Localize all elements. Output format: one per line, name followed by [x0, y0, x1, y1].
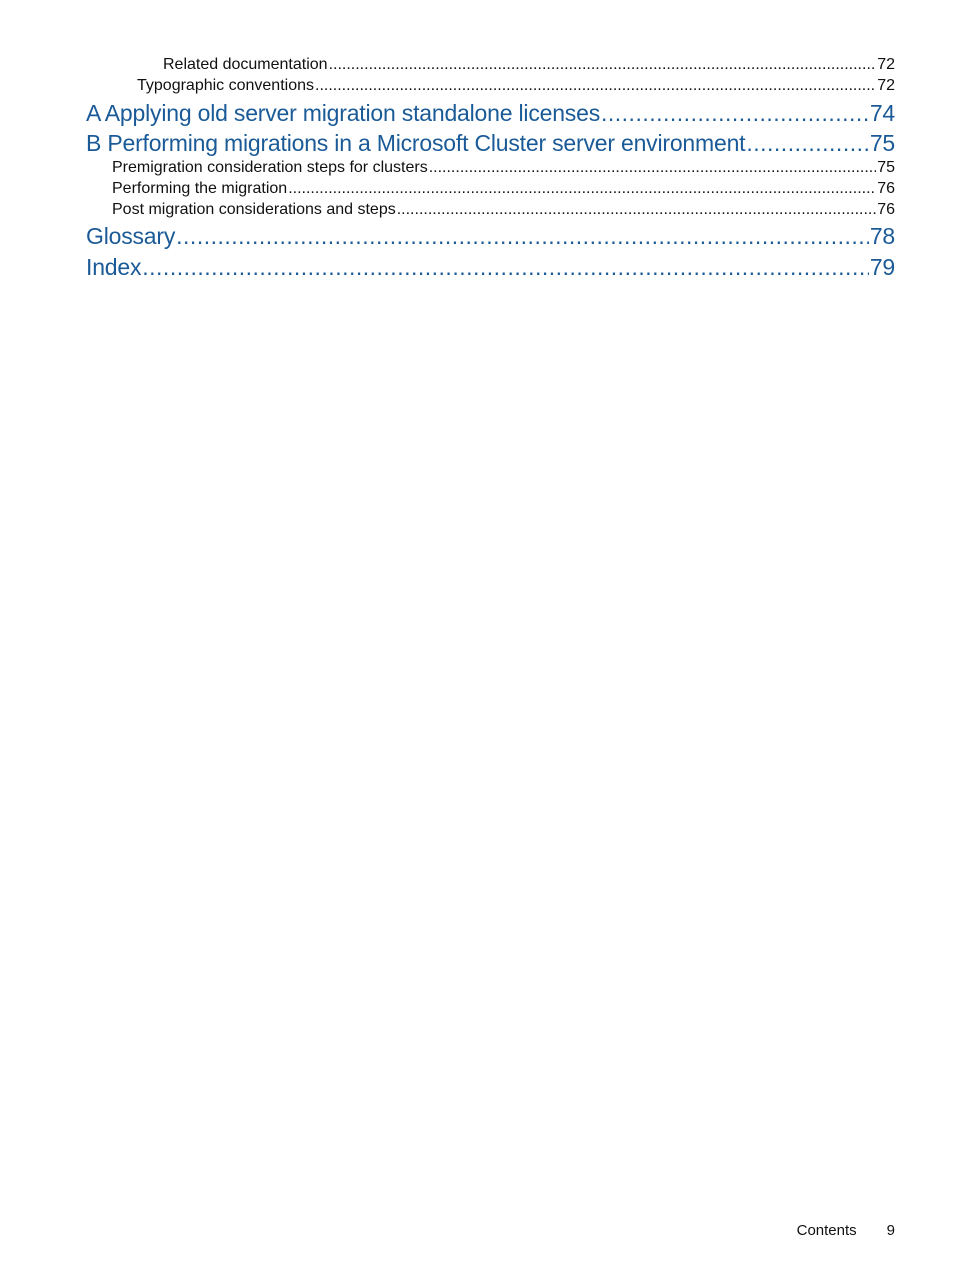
toc-entry-page: 75 — [877, 159, 895, 176]
toc-entry-page: 74 — [869, 100, 895, 126]
toc-entry-page: 72 — [877, 56, 895, 73]
dot-leader — [329, 56, 877, 74]
toc-entry-page: 78 — [869, 223, 895, 249]
page-footer — [797, 1222, 895, 1239]
toc-entry-post-migration[interactable] — [112, 201, 895, 219]
toc-entry-label: A Applying old server migration standalone licenses — [86, 100, 600, 126]
toc-entry-label: B Performing migrations in a Microsoft Cluster server environment — [86, 130, 746, 156]
toc-entry-appendix-b[interactable] — [86, 130, 895, 157]
dot-leader — [176, 223, 869, 250]
toc-entry-label: Glossary — [86, 223, 176, 249]
footer-section-name: Contents — [796, 1222, 857, 1239]
toc-entry-page: 72 — [877, 77, 895, 94]
toc-entry-premigration-steps[interactable] — [112, 159, 895, 177]
dot-leader — [397, 201, 876, 219]
toc-entry-related-documentation[interactable] — [163, 56, 895, 74]
toc-entry-performing-migration[interactable] — [112, 180, 895, 198]
dot-leader — [315, 77, 876, 95]
toc-entry-label: Index — [86, 254, 142, 280]
dot-leader — [601, 100, 869, 127]
dot-leader — [288, 180, 876, 198]
toc-entry-appendix-a[interactable] — [86, 100, 895, 127]
dot-leader — [429, 159, 877, 177]
footer-page-number: 9 — [886, 1222, 895, 1239]
toc-entry-page: 75 — [869, 130, 895, 156]
toc-entry-page: 76 — [877, 180, 895, 197]
dot-leader — [746, 130, 868, 157]
toc-entry-page: 76 — [877, 201, 895, 218]
toc-entry-label: Post migration considerations and steps — [112, 201, 396, 218]
toc-entry-index[interactable] — [86, 254, 895, 281]
dot-leader — [142, 254, 869, 281]
toc-entry-label: Premigration consideration steps for clusters — [112, 159, 428, 176]
toc-entry-label: Related documentation — [163, 56, 328, 73]
toc-entry-label: Performing the migration — [112, 180, 288, 197]
toc-entry-typographic-conventions[interactable] — [137, 77, 895, 95]
toc-entry-glossary[interactable] — [86, 223, 895, 250]
toc-entry-page: 79 — [869, 254, 895, 280]
toc-entry-label: Typographic conventions — [137, 77, 314, 94]
